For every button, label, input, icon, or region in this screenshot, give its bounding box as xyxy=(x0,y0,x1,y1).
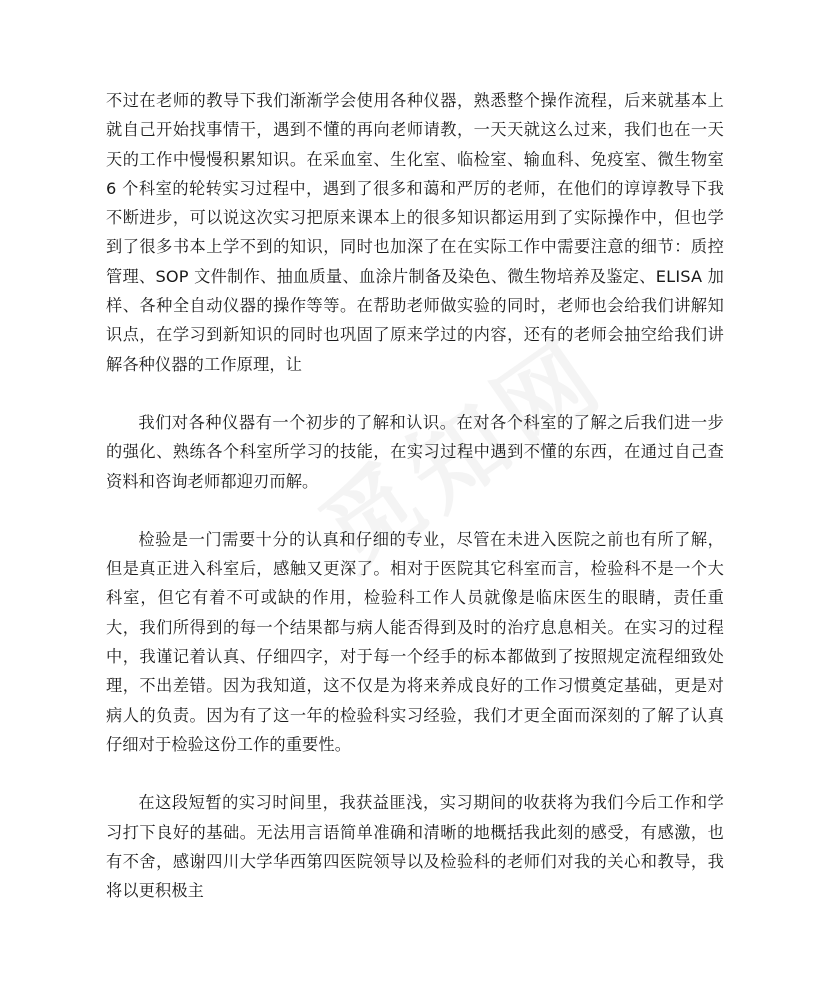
paragraph-2: 我们对各种仪器有一个初步的了解和认识。在对各个科室的了解之后我们进一步的强化、熟练各个科室所学习的技能，在实习过程中遇到不懂的东西，在通过自己查资料和咨询老师都迎刃而解。 xyxy=(106,412,724,491)
paragraph-gap xyxy=(106,496,724,525)
paragraph-1: 不过在老师的教导下我们渐渐学会使用各种仪器，熟悉整个操作流程，后来就基本上就自己开始找事情干，遇到不懂的再向老师请教，一天天就这么过来，我们也在一天天的工作中慢慢积累知识。在采血室、生化室、临检室、输血科、免疫室、微生物室 6 个科室的轮转实习过程中，遇到了很多和蔼和严厉的老师，在他们的谆谆教导下我不断进步，可以说这次实习把原来课本上的很多知识都运用到了实际操作中，但也学到了很多书本上学不到的知识，同时也加深了在在实际工作中需要注意的细节：质控管理、SOP 文件制作、抽血质量、血涂片制备及染色、微生物培养及鉴定、ELISA 加样、各种全自动仪器的操作等等。在帮助老师做实验的同时，老师也会给我们讲解知识点，在学习到新知识的同时也巩固了原来学过的内容，还有的老师会抽空给我们讲解各种仪器的工作原理，让 xyxy=(106,91,724,374)
paragraph-3: 检验是一门需要十分的认真和仔细的专业，尽管在未进入医院之前也有所了解，但是真正进入科室后，感触又更深了。相对于医院其它科室而言，检验科不是一个大科室，但它有着不可或缺的作用，检验科工作人员就像是临床医生的眼睛，责任重大，我们所得到的每一个结果都与病人能否得到及时的治疗息息相关。在实习的过程中，我谨记着认真、仔细四字，对于每一个经手的标本都做到了按照规定流程细致处理，不出差错。因为我知道，这不仅是为将来养成良好的工作习惯奠定基础，更是对病人的负责。因为有了这一年的检验科实习经验，我们才更全面而深刻的了解了认真仔细对于检验这份工作的重要性。 xyxy=(106,529,724,754)
document-body xyxy=(106,86,724,905)
paragraph-4: 在这段短暂的实习时间里，我获益匪浅，实习期间的收获将为我们今后工作和学习打下良好的基础。无法用言语简单准确和清晰的地概括我此刻的感受，有感激，也有不舍，感谢四川大学华西第四医院领导以及检验科的老师们对我的关心和教导，我将以更积极主 xyxy=(106,793,724,901)
paragraph-gap xyxy=(106,759,724,788)
paragraph-gap xyxy=(106,379,724,408)
